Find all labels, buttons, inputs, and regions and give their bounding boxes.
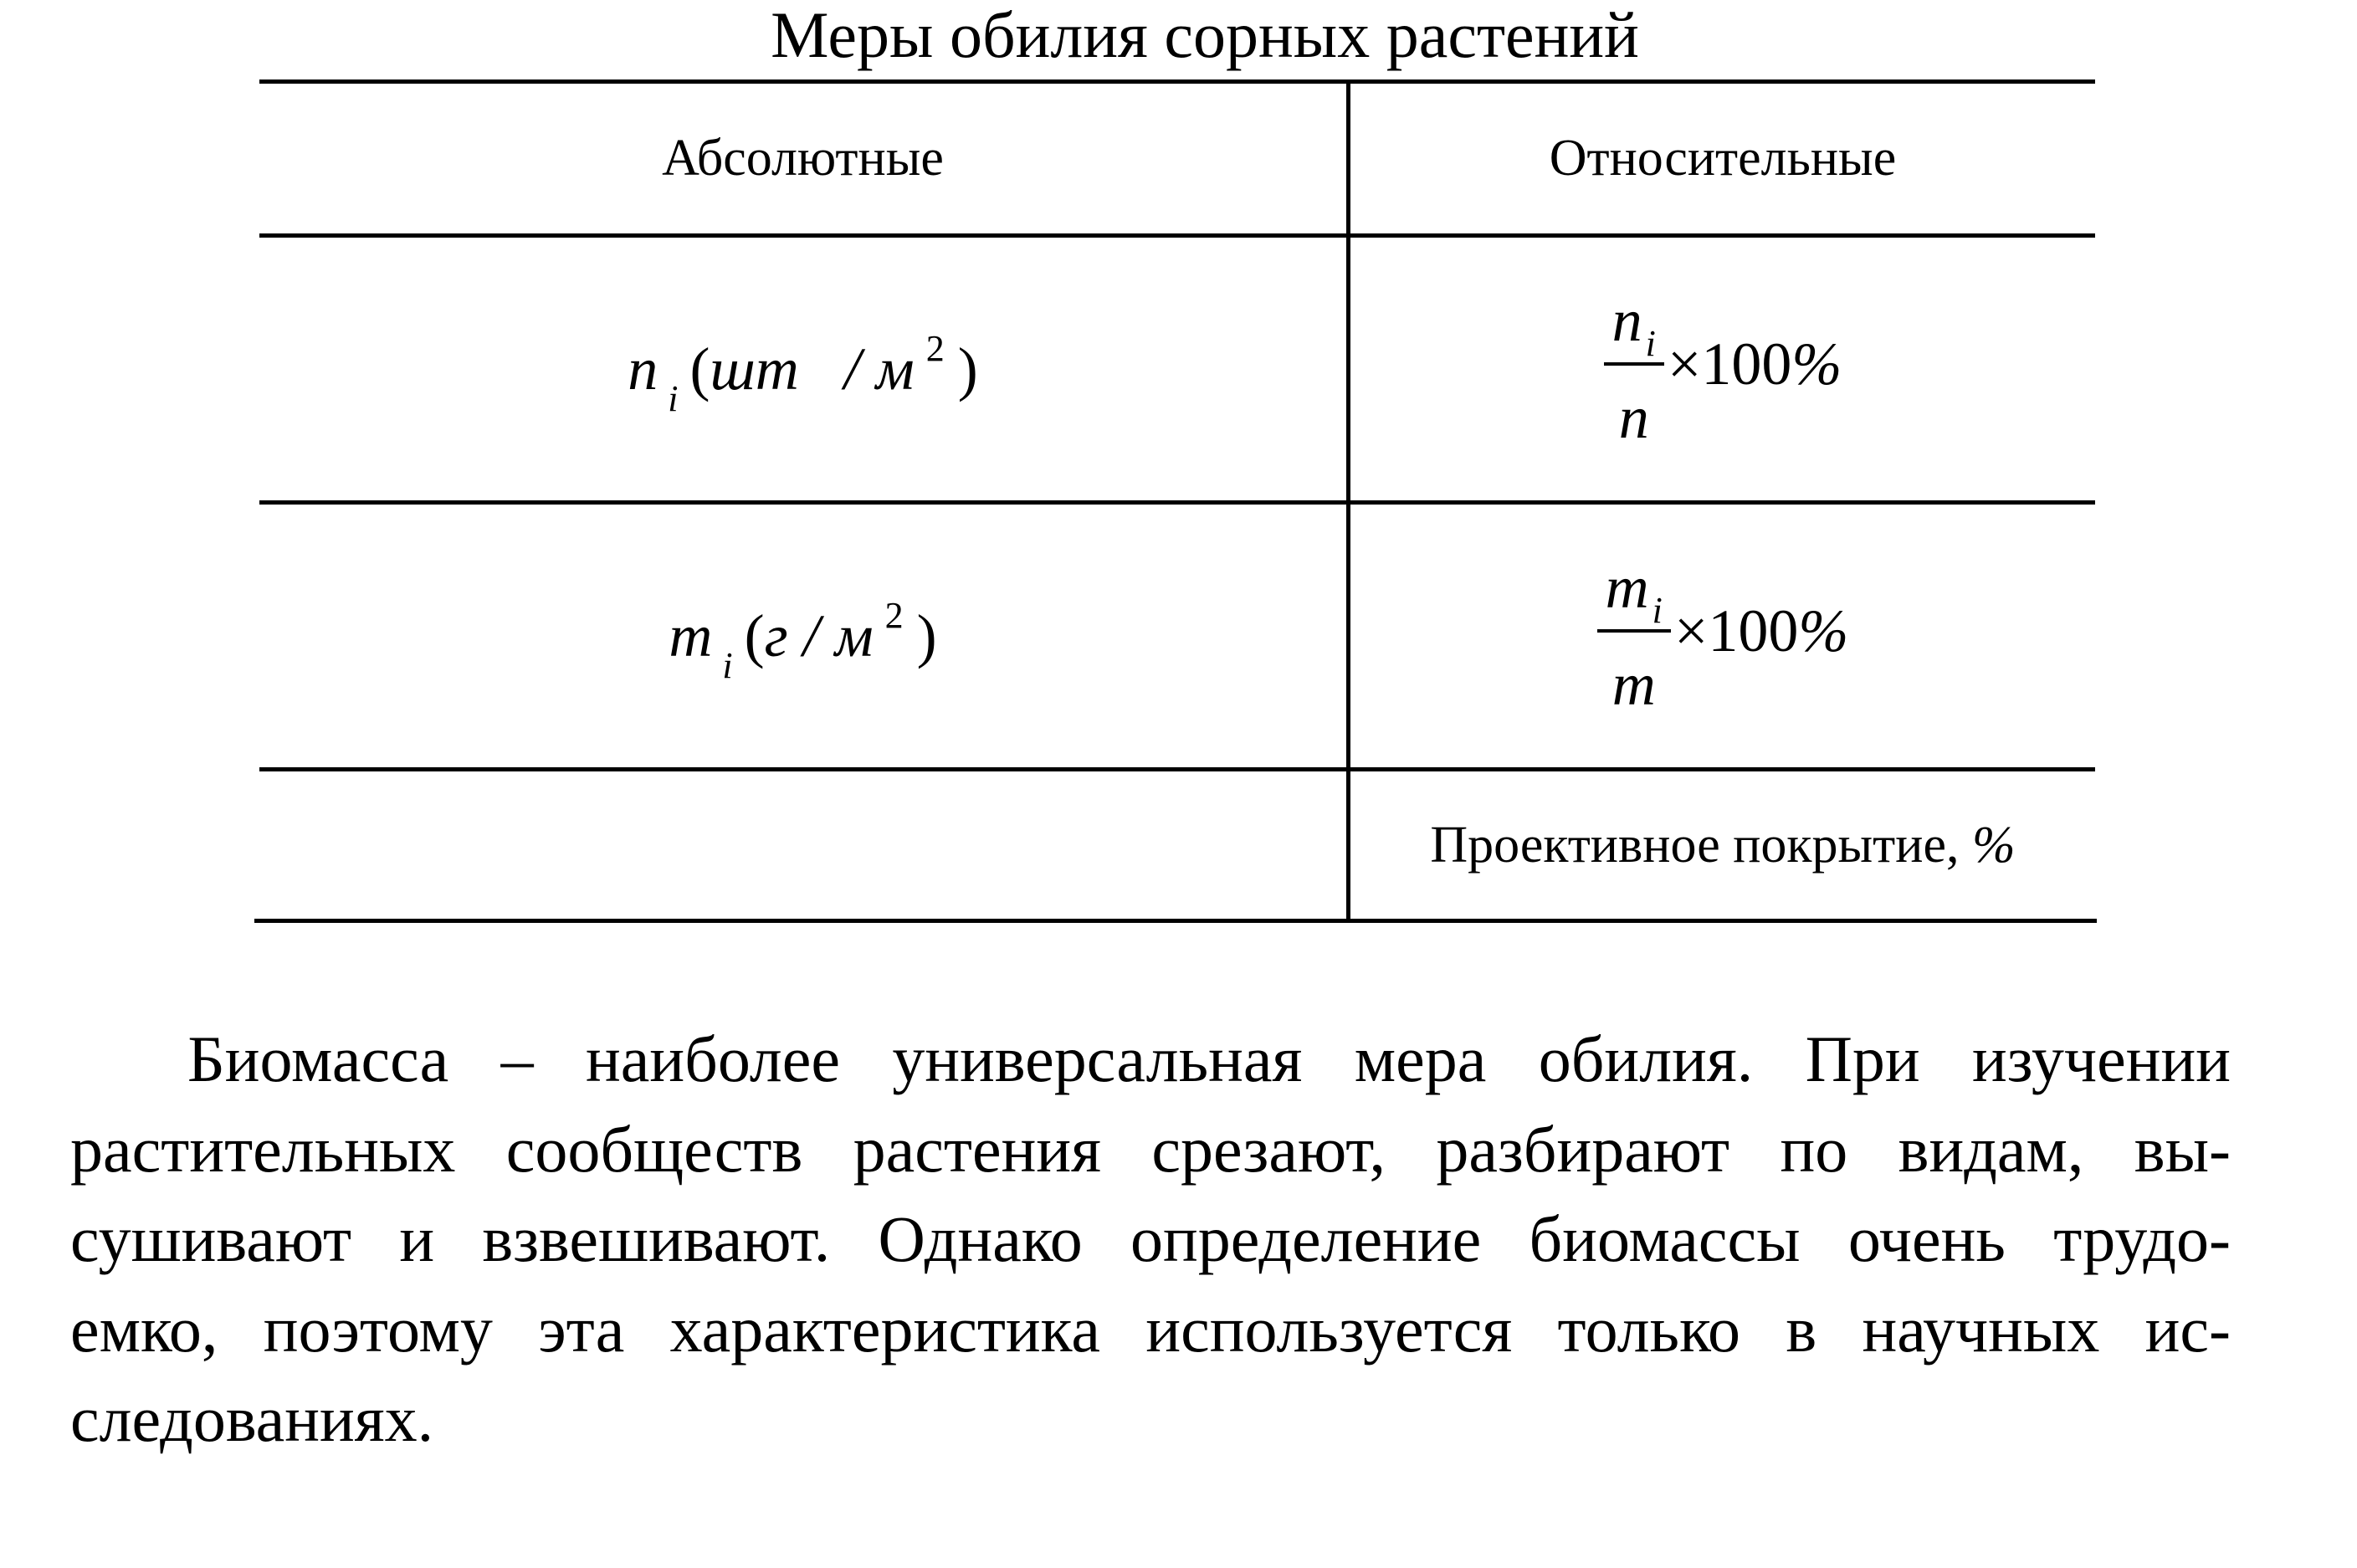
table-title: Меры обилия сорных растений bbox=[771, 0, 1639, 71]
fraction-biomass: $\frac{m_i}{m}$ bbox=[1597, 557, 1671, 715]
paragraph-line: растительных сообществ растения срезают, разбирают по видам, вы- bbox=[70, 1112, 2231, 1186]
paragraph-line: сушивают и взвешивают. Однако определение биомассы очень трудо- bbox=[70, 1202, 2231, 1275]
formula-density: n $_i$ (шт / м $^2$ ) bbox=[628, 327, 978, 419]
header-relative: Относительные bbox=[1549, 130, 1897, 187]
cell-absolute-biomass bbox=[259, 505, 1346, 767]
cell-relative-biomass: $\frac{m_i}{m}$ ×100% bbox=[1350, 505, 2095, 767]
paragraph-line: следованиях. bbox=[70, 1382, 434, 1455]
formula-biomass: m $_i$ (г / м $^2$ ) bbox=[669, 594, 937, 686]
header-absolute: Абсолютные bbox=[662, 130, 944, 187]
paragraph-line: емко, поэтому эта характеристика используется только в научных ис- bbox=[70, 1292, 2231, 1366]
cell-relative-cover: Проективное покрытие, % bbox=[1430, 816, 2016, 874]
paragraph-line: Биомасса – наиболее универсальная мера обилия. При изучении bbox=[187, 1022, 2231, 1095]
cell-relative-density: $\frac{n_i}{n}$ ×100% bbox=[1350, 238, 2095, 500]
cell-absolute-empty bbox=[259, 771, 1346, 919]
body-paragraph bbox=[70, 1014, 2231, 1464]
fraction-density: $\frac{n_i}{n}$ bbox=[1604, 290, 1664, 448]
cell-absolute-density bbox=[259, 238, 1346, 500]
table-rule-bottom bbox=[254, 919, 2097, 923]
